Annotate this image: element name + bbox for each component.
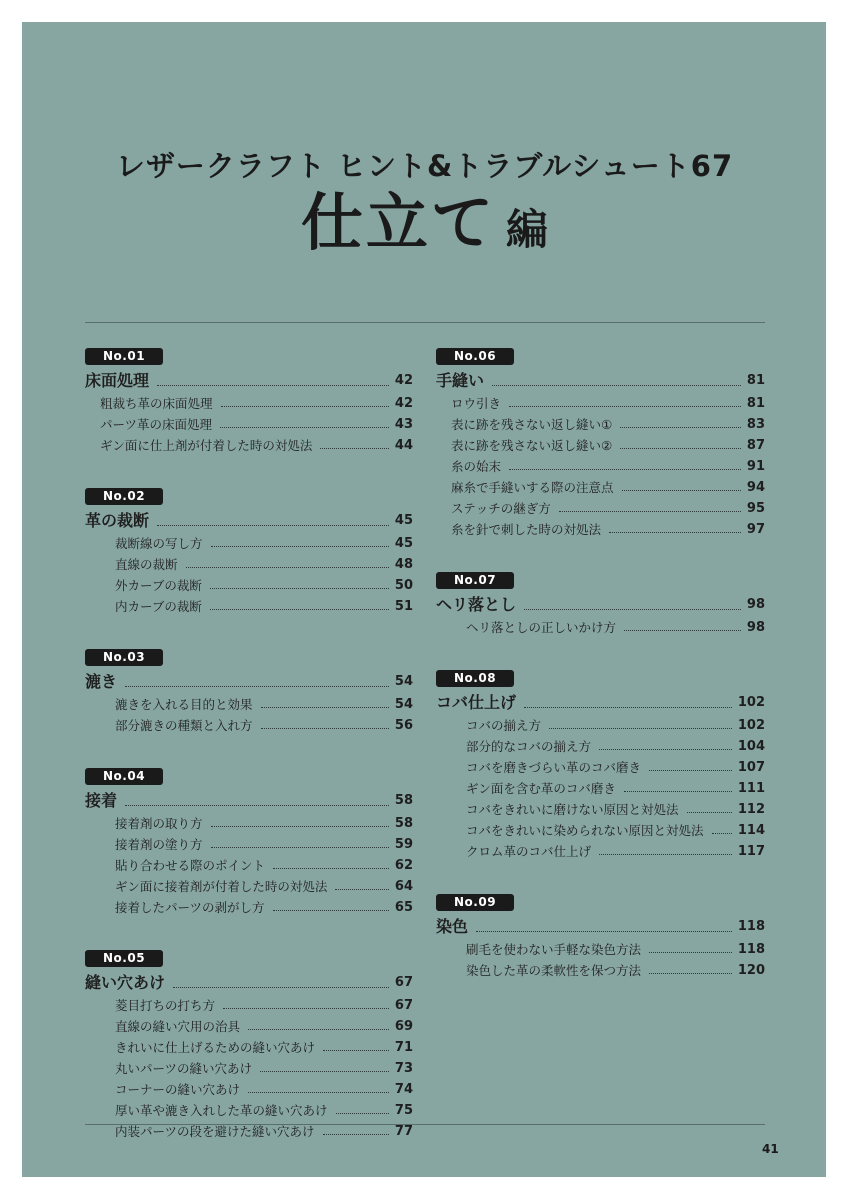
- toc-item-entry[interactable]: [436, 617, 765, 638]
- item-title: コバを磨きづらい革のコバ磨き: [466, 760, 642, 775]
- item-title: 貼り合わせる際のポイント: [115, 858, 266, 873]
- leader-dots: [649, 770, 732, 771]
- item-title: 漉きを入れる目的と効果: [115, 697, 253, 712]
- item-title: ステッチの継ぎ方: [451, 501, 551, 516]
- toc-item-entry[interactable]: [85, 897, 413, 918]
- toc-section: [436, 667, 765, 862]
- item-page: 112: [737, 802, 765, 817]
- item-title: コーナーの縫い穴あけ: [115, 1082, 241, 1097]
- toc-item-entry[interactable]: [85, 414, 413, 435]
- leader-dots: [620, 448, 741, 449]
- item-title: パーツ革の床面処理: [100, 417, 213, 432]
- toc-item-entry[interactable]: [85, 1079, 413, 1100]
- item-title: ロウ引き: [451, 396, 502, 411]
- item-page: 42: [394, 396, 413, 411]
- leader-dots: [260, 1071, 389, 1072]
- toc-section: [85, 646, 413, 736]
- item-page: 81: [746, 396, 765, 411]
- item-title: 接着剤の塗り方: [115, 837, 203, 852]
- toc-item-entry[interactable]: [436, 939, 765, 960]
- item-page: 104: [737, 739, 765, 754]
- toc-item-entry[interactable]: [85, 1037, 413, 1058]
- item-title: 内カーブの裁断: [115, 599, 202, 614]
- chapter-page: 54: [394, 674, 413, 689]
- item-title: 刷毛を使わない手軽な染色方法: [466, 942, 642, 957]
- leader-dots: [125, 686, 389, 687]
- toc-item-entry[interactable]: [436, 498, 765, 519]
- toc-item-entry[interactable]: [85, 1016, 413, 1037]
- item-title: 部分漉きの種類と入れ方: [115, 718, 253, 733]
- item-page: 102: [737, 718, 765, 733]
- item-page: 48: [394, 557, 413, 572]
- item-title: 直線の裁断: [115, 557, 178, 572]
- chapter-page: 45: [394, 513, 413, 528]
- chapter-title: コバ仕上げ: [436, 693, 517, 712]
- item-title: ヘリ落としの正しいかけ方: [466, 620, 617, 635]
- leader-dots: [323, 1134, 389, 1135]
- leader-dots: [261, 728, 389, 729]
- leader-dots: [220, 427, 389, 428]
- item-title: 裁断線の写し方: [115, 536, 203, 551]
- leader-dots: [492, 385, 741, 386]
- leader-dots: [599, 749, 732, 750]
- leader-dots: [524, 707, 732, 708]
- chapter-title: 漉き: [85, 672, 118, 691]
- item-page: 118: [737, 942, 765, 957]
- toc-item-entry[interactable]: [85, 1121, 413, 1142]
- toc-item-entry[interactable]: [436, 778, 765, 799]
- item-page: 117: [737, 844, 765, 859]
- toc-section: [85, 947, 413, 1142]
- toc-item-entry[interactable]: [85, 435, 413, 456]
- chapter-page: 118: [737, 919, 765, 934]
- item-page: 77: [394, 1124, 413, 1139]
- toc-item-entry[interactable]: [85, 393, 413, 414]
- toc-item-entry[interactable]: [436, 960, 765, 981]
- leader-dots: [211, 546, 389, 547]
- toc-item-entry[interactable]: [85, 1100, 413, 1121]
- page-number: 41: [762, 1142, 779, 1156]
- toc-item-entry[interactable]: [436, 414, 765, 435]
- item-title: 麻糸で手縫いする際の注意点: [451, 480, 614, 495]
- toc-right-column: [436, 345, 765, 981]
- item-page: 64: [394, 879, 413, 894]
- toc-section: [436, 891, 765, 981]
- toc-chapter-entry[interactable]: [85, 971, 413, 995]
- chapter-page: 67: [394, 975, 413, 990]
- toc-item-entry[interactable]: [85, 554, 413, 575]
- item-title: ギン面に仕上剤が付着した時の対処法: [100, 438, 313, 453]
- toc-chapter-entry[interactable]: [436, 915, 765, 939]
- item-page: 95: [746, 501, 765, 516]
- item-page: 50: [394, 578, 413, 593]
- item-title: 糸の始末: [451, 459, 502, 474]
- toc-item-entry[interactable]: [85, 834, 413, 855]
- leader-dots: [261, 707, 389, 708]
- item-title: 粗裁ち革の床面処理: [100, 396, 213, 411]
- chapter-title: 接着: [85, 791, 118, 810]
- leader-dots: [211, 847, 389, 848]
- toc-item-entry[interactable]: [436, 757, 765, 778]
- toc-item-entry[interactable]: [85, 876, 413, 897]
- chapter-page: 58: [394, 793, 413, 808]
- toc-item-entry[interactable]: [85, 1058, 413, 1079]
- item-page: 71: [394, 1040, 413, 1055]
- item-page: 114: [737, 823, 765, 838]
- toc-item-entry[interactable]: [85, 596, 413, 617]
- item-page: 73: [394, 1061, 413, 1076]
- leader-dots: [248, 1029, 389, 1030]
- section-number-badge: No.06: [436, 348, 514, 365]
- leader-dots: [624, 791, 732, 792]
- toc-section: [85, 345, 413, 456]
- item-title: コバをきれいに染められない原因と対処法: [466, 823, 704, 838]
- leader-dots: [248, 1092, 389, 1093]
- item-title: 部分的なコバの揃え方: [466, 739, 592, 754]
- toc-item-entry[interactable]: [85, 855, 413, 876]
- item-title: 接着したパーツの剥がし方: [115, 900, 265, 915]
- leader-dots: [712, 833, 732, 834]
- item-page: 65: [394, 900, 413, 915]
- item-page: 94: [746, 480, 765, 495]
- chapter-title: ヘリ落とし: [436, 595, 517, 614]
- toc-chapter-entry[interactable]: [436, 593, 765, 617]
- section-number-badge: No.09: [436, 894, 514, 911]
- toc-section: [436, 569, 765, 638]
- toc-chapter-entry[interactable]: [85, 509, 413, 533]
- toc-item-entry[interactable]: [436, 841, 765, 862]
- item-title: 表に跡を残さない返し縫い②: [451, 438, 613, 453]
- item-title: 丸いパーツの縫い穴あけ: [115, 1061, 253, 1076]
- toc-item-entry[interactable]: [436, 456, 765, 477]
- leader-dots: [549, 728, 732, 729]
- toc-item-entry[interactable]: [85, 715, 413, 736]
- leader-dots: [620, 427, 741, 428]
- section-number-badge: No.07: [436, 572, 514, 589]
- leader-dots: [624, 630, 741, 631]
- chapter-page: 81: [746, 373, 765, 388]
- toc-item-entry[interactable]: [436, 799, 765, 820]
- toc-item-entry[interactable]: [85, 995, 413, 1016]
- item-page: 56: [394, 718, 413, 733]
- leader-dots: [509, 406, 741, 407]
- leader-dots: [210, 609, 389, 610]
- toc-chapter-entry[interactable]: [85, 789, 413, 813]
- title-main: 仕立て: [300, 186, 496, 259]
- chapter-title: 床面処理: [85, 371, 150, 390]
- item-page: 120: [737, 963, 765, 978]
- toc-item-entry[interactable]: [85, 813, 413, 834]
- item-title: コバの揃え方: [466, 718, 542, 733]
- leader-dots: [186, 567, 389, 568]
- chapter-title: 革の裁断: [85, 511, 150, 530]
- item-page: 58: [394, 816, 413, 831]
- toc-chapter-entry[interactable]: [436, 369, 765, 393]
- item-title: 糸を針で刺した時の対処法: [451, 522, 602, 537]
- item-page: 59: [394, 837, 413, 852]
- chapter-page: 98: [746, 597, 765, 612]
- item-title: 菱目打ちの打ち方: [115, 998, 216, 1013]
- leader-dots: [559, 511, 741, 512]
- chapter-title: 手縫い: [436, 371, 485, 390]
- item-page: 44: [394, 438, 413, 453]
- section-number-badge: No.04: [85, 768, 163, 785]
- item-title: ギン面に接着剤が付着した時の対処法: [115, 879, 328, 894]
- leader-dots: [335, 889, 389, 890]
- item-page: 45: [394, 536, 413, 551]
- toc-item-entry[interactable]: [436, 820, 765, 841]
- item-page: 87: [746, 438, 765, 453]
- section-number-badge: No.05: [85, 950, 163, 967]
- toc-item-entry[interactable]: [436, 519, 765, 540]
- item-page: 91: [746, 459, 765, 474]
- item-page: 69: [394, 1019, 413, 1034]
- leader-dots: [210, 588, 389, 589]
- toc-item-entry[interactable]: [85, 694, 413, 715]
- item-title: 外カーブの裁断: [115, 578, 202, 593]
- item-page: 75: [394, 1103, 413, 1118]
- item-page: 67: [394, 998, 413, 1013]
- top-divider: [85, 322, 765, 323]
- toc-item-entry[interactable]: [436, 715, 765, 736]
- item-page: 107: [737, 760, 765, 775]
- item-page: 62: [394, 858, 413, 873]
- leader-dots: [221, 406, 389, 407]
- toc-item-entry[interactable]: [436, 435, 765, 456]
- section-number-badge: No.01: [85, 348, 163, 365]
- toc-section: [436, 345, 765, 540]
- item-page: 83: [746, 417, 765, 432]
- leader-dots: [223, 1008, 389, 1009]
- chapter-title: 染色: [436, 917, 469, 936]
- leader-dots: [157, 525, 389, 526]
- toc-item-entry[interactable]: [436, 477, 765, 498]
- leader-dots: [687, 812, 732, 813]
- leader-dots: [211, 826, 389, 827]
- toc-section: [85, 765, 413, 918]
- item-title: 表に跡を残さない返し縫い①: [451, 417, 613, 432]
- leader-dots: [173, 987, 389, 988]
- leader-dots: [609, 532, 741, 533]
- toc-chapter-entry[interactable]: [436, 691, 765, 715]
- section-number-badge: No.08: [436, 670, 514, 687]
- toc-item-entry[interactable]: [85, 533, 413, 554]
- toc-item-entry[interactable]: [436, 393, 765, 414]
- chapter-page: 42: [394, 373, 413, 388]
- leader-dots: [599, 854, 732, 855]
- item-page: 111: [737, 781, 765, 796]
- item-title: ギン面を含む革のコバ磨き: [466, 781, 616, 796]
- toc-chapter-entry[interactable]: [85, 369, 413, 393]
- item-title: 接着剤の取り方: [115, 816, 203, 831]
- item-title: きれいに仕上げるための縫い穴あけ: [115, 1040, 316, 1055]
- item-page: 54: [394, 697, 413, 712]
- leader-dots: [323, 1050, 389, 1051]
- item-title: 内装パーツの段を避けた縫い穴あけ: [115, 1124, 315, 1139]
- toc-section: [85, 485, 413, 617]
- item-page: 51: [394, 599, 413, 614]
- toc-chapter-entry[interactable]: [85, 670, 413, 694]
- item-title: コバをきれいに磨けない原因と対処法: [466, 802, 679, 817]
- toc-item-entry[interactable]: [436, 736, 765, 757]
- leader-dots: [157, 385, 389, 386]
- leader-dots: [336, 1113, 389, 1114]
- leader-dots: [273, 868, 389, 869]
- leader-dots: [524, 609, 741, 610]
- leader-dots: [273, 910, 389, 911]
- item-title: クロム革のコバ仕上げ: [466, 844, 592, 859]
- leader-dots: [320, 448, 389, 449]
- leader-dots: [622, 490, 741, 491]
- page-title: [0, 186, 849, 259]
- item-page: 97: [746, 522, 765, 537]
- item-title: 染色した革の柔軟性を保つ方法: [466, 963, 642, 978]
- chapter-title: 縫い穴あけ: [85, 973, 166, 992]
- chapter-page: 102: [737, 695, 765, 710]
- item-page: 74: [394, 1082, 413, 1097]
- leader-dots: [125, 805, 389, 806]
- item-title: 直線の縫い穴用の治具: [115, 1019, 241, 1034]
- section-number-badge: No.03: [85, 649, 163, 666]
- section-number-badge: No.02: [85, 488, 163, 505]
- leader-dots: [649, 952, 732, 953]
- toc-item-entry[interactable]: [85, 575, 413, 596]
- leader-dots: [649, 973, 732, 974]
- item-page: 98: [746, 620, 765, 635]
- item-title: 厚い革や漉き入れした革の縫い穴あけ: [115, 1103, 328, 1118]
- title-suffix: 編: [506, 205, 549, 254]
- item-page: 43: [394, 417, 413, 432]
- toc-left-column: [85, 345, 413, 1142]
- leader-dots: [476, 931, 732, 932]
- book-subtitle: レザークラフト ヒント&トラブルシュート67: [115, 149, 734, 183]
- leader-dots: [509, 469, 741, 470]
